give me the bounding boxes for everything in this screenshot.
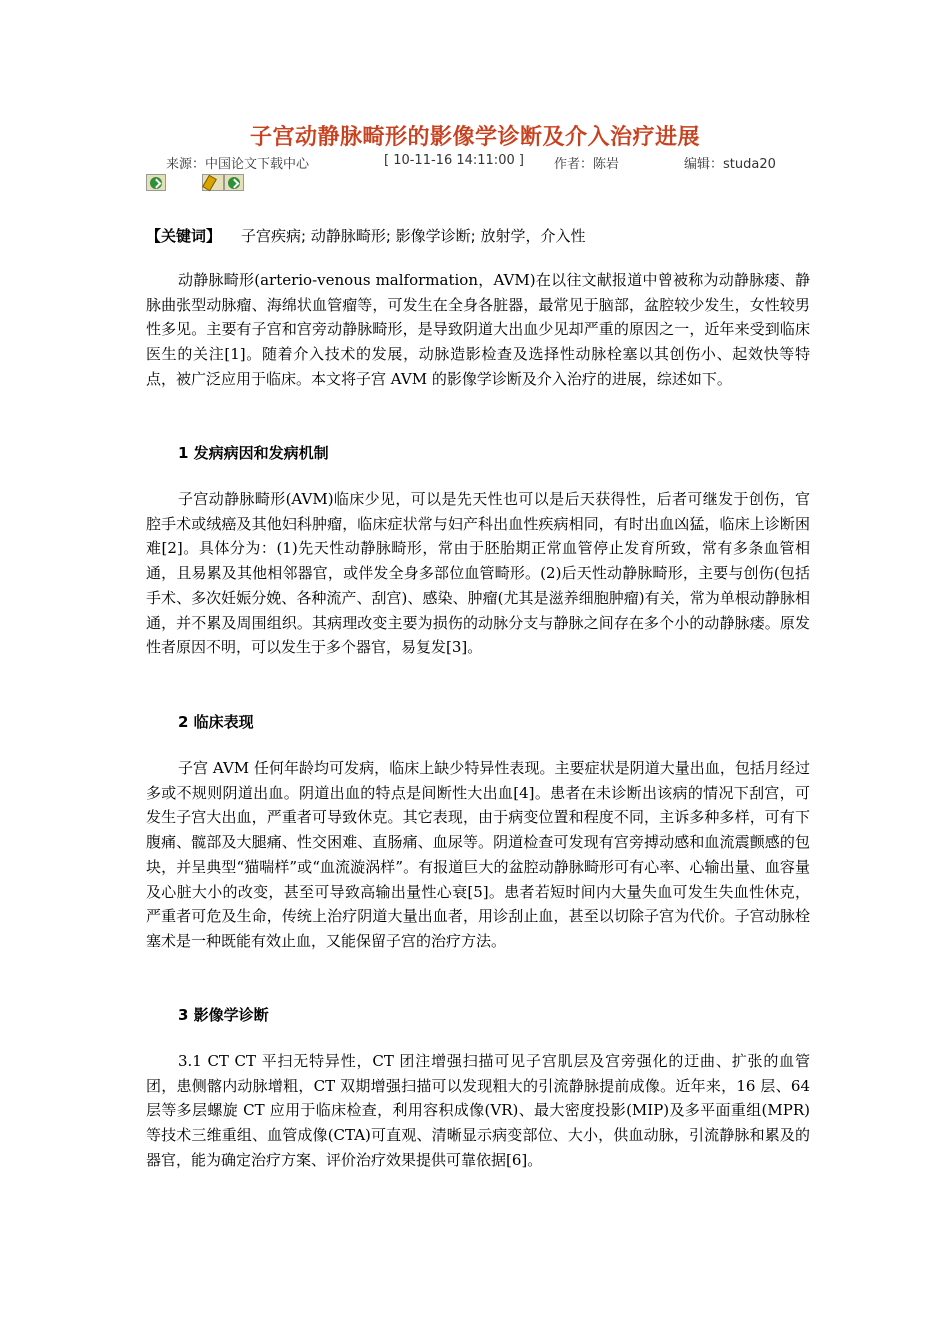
section-text: 子宫动静脉畸形(AVM)临床少见，可以是先天性也可以是后天获得性，后者可继发于创伤，官腔手术或绒癌及其他妇科肿瘤，临床症状常与妇产科出血性疾病相同，有时出血凶猛，临床上诊断困难[2]。具体分为：(1)先天性动静脉畸形，常由于胚胎期正常血管停止发育所致，常有多条血管相通，且易累及其他相邻器官，或伴发全身多部位血管畸形。(2)后天性动静脉畸形，主要与创伤(包括手术、多次妊娠分娩、各种流产、刮宫)、感染、肿瘤(尤其是滋养细胞肿瘤)有关，常为单根动静脉相通，并不累及周围组织。其病理改变主要为损伤的动脉分支与静脉之间存在多个小的动静脉瘘。原发性者原因不明，可以发生于多个器官，易复发[3]。 xyxy=(146,490,810,657)
section-heading: 1 发病病因和发病机制 xyxy=(178,444,329,462)
section-heading: 2 临床表现 xyxy=(178,713,254,731)
section-body xyxy=(146,756,810,954)
green-arrow-icon[interactable] xyxy=(146,174,166,191)
section-body xyxy=(146,1049,810,1173)
intro-paragraph xyxy=(146,268,810,392)
keywords-text: 子宫疾病; 动静脉畸形; 影像学诊断; 放射学，介入性 xyxy=(241,227,586,245)
article-title: 子宫动静脉畸形的影像学诊断及介入治疗进展 xyxy=(249,124,700,150)
editor-name: studa20 xyxy=(723,157,776,172)
publish-datetime: [ 10-11-16 14:11:00 ] xyxy=(384,153,524,168)
keywords-label: 【关键词】 xyxy=(146,227,222,245)
section-body xyxy=(146,487,810,660)
source-info xyxy=(166,153,309,172)
section-heading: 3 影像学诊断 xyxy=(178,1006,269,1024)
author-info xyxy=(554,153,619,172)
green-arrow-icon[interactable] xyxy=(224,174,244,191)
intro-text: 动静脉畸形(arterio-venous malformation，AVM)在以往文献报道中曾被称为动静脉瘘、静脉曲张型动脉瘤、海绵状血管瘤等，可发生在全身各脏器，最常见于脑部，盆腔较少发生，女性较男性多见。主要有子宫和宫旁动静脉畸形，是导致阴道大出血少见却严重的原因之一，近年来受到临床医生的关注[1]。随着介入技术的发展，动脉造影检查及选择性动脉栓塞以其创伤小、起效快等特点，被广泛应用于临床。本文将子宫 AVM 的影像学诊断及介入治疗的进展，综述如下。 xyxy=(146,271,810,388)
editor-label: 编辑： xyxy=(684,157,724,172)
edit-icon[interactable] xyxy=(202,174,224,191)
keywords-line xyxy=(146,225,585,246)
source-link[interactable]: 中国论文下载中心 xyxy=(205,157,310,172)
author-label: 作者： xyxy=(554,157,594,172)
section-text: 子宫 AVM 任何年龄均可发病，临床上缺少特异性表现。主要症状是阴道大量出血，包括月经过多或不规则阴道出血。阴道出血的特点是间断性大出血[4]。患者在未诊断出该病的情况下刮宫，可发生子宫大出血，严重者可导致休克。其它表现，由于病变位置和程度不同，主诉多种多样，可有下腹痛、髋部及大腿痛、性交困难、直肠痛、血尿等。阴道检查可发现有宫旁搏动感和血流震颤感的包块，并呈典型“猫喘样”或“血流漩涡样”。有报道巨大的盆腔动静脉畸形可有心率、心输出量、血容量及心脏大小的改变，甚至可导致高输出量性心衰[5]。患者若短时间内大量失血可发生失血性休克，严重者可危及生命，传统上治疗阴道大量出血者，用诊刮止血，甚至以切除子宫为代价。子宫动脉栓塞术是一种既能有效止血，又能保留子宫的治疗方法。 xyxy=(146,759,810,950)
source-label: 来源： xyxy=(166,157,206,172)
author-name: 陈岩 xyxy=(593,157,620,172)
section-text: 3.1 CT CT 平扫无特异性，CT 团注增强扫描可见子宫肌层及宫旁强化的迂曲、扩张的血管团，患侧髂内动脉增粗，CT 双期增强扫描可以发现粗大的引流静脉提前成像。近年来，16 层、64 层等多层螺旋 CT 应用于临床检查，利用容积成像(VR)、最大密度投影(MIP)及多平面重组(MPR)等技术三维重组、血管成像(CTA)可直观、清晰显示病变部位、大小，供血动脉，引流静脉和累及的器官，能为确定治疗方案、评价治疗效果提供可靠依据[6]。 xyxy=(146,1052,810,1169)
editor-info xyxy=(684,153,776,172)
